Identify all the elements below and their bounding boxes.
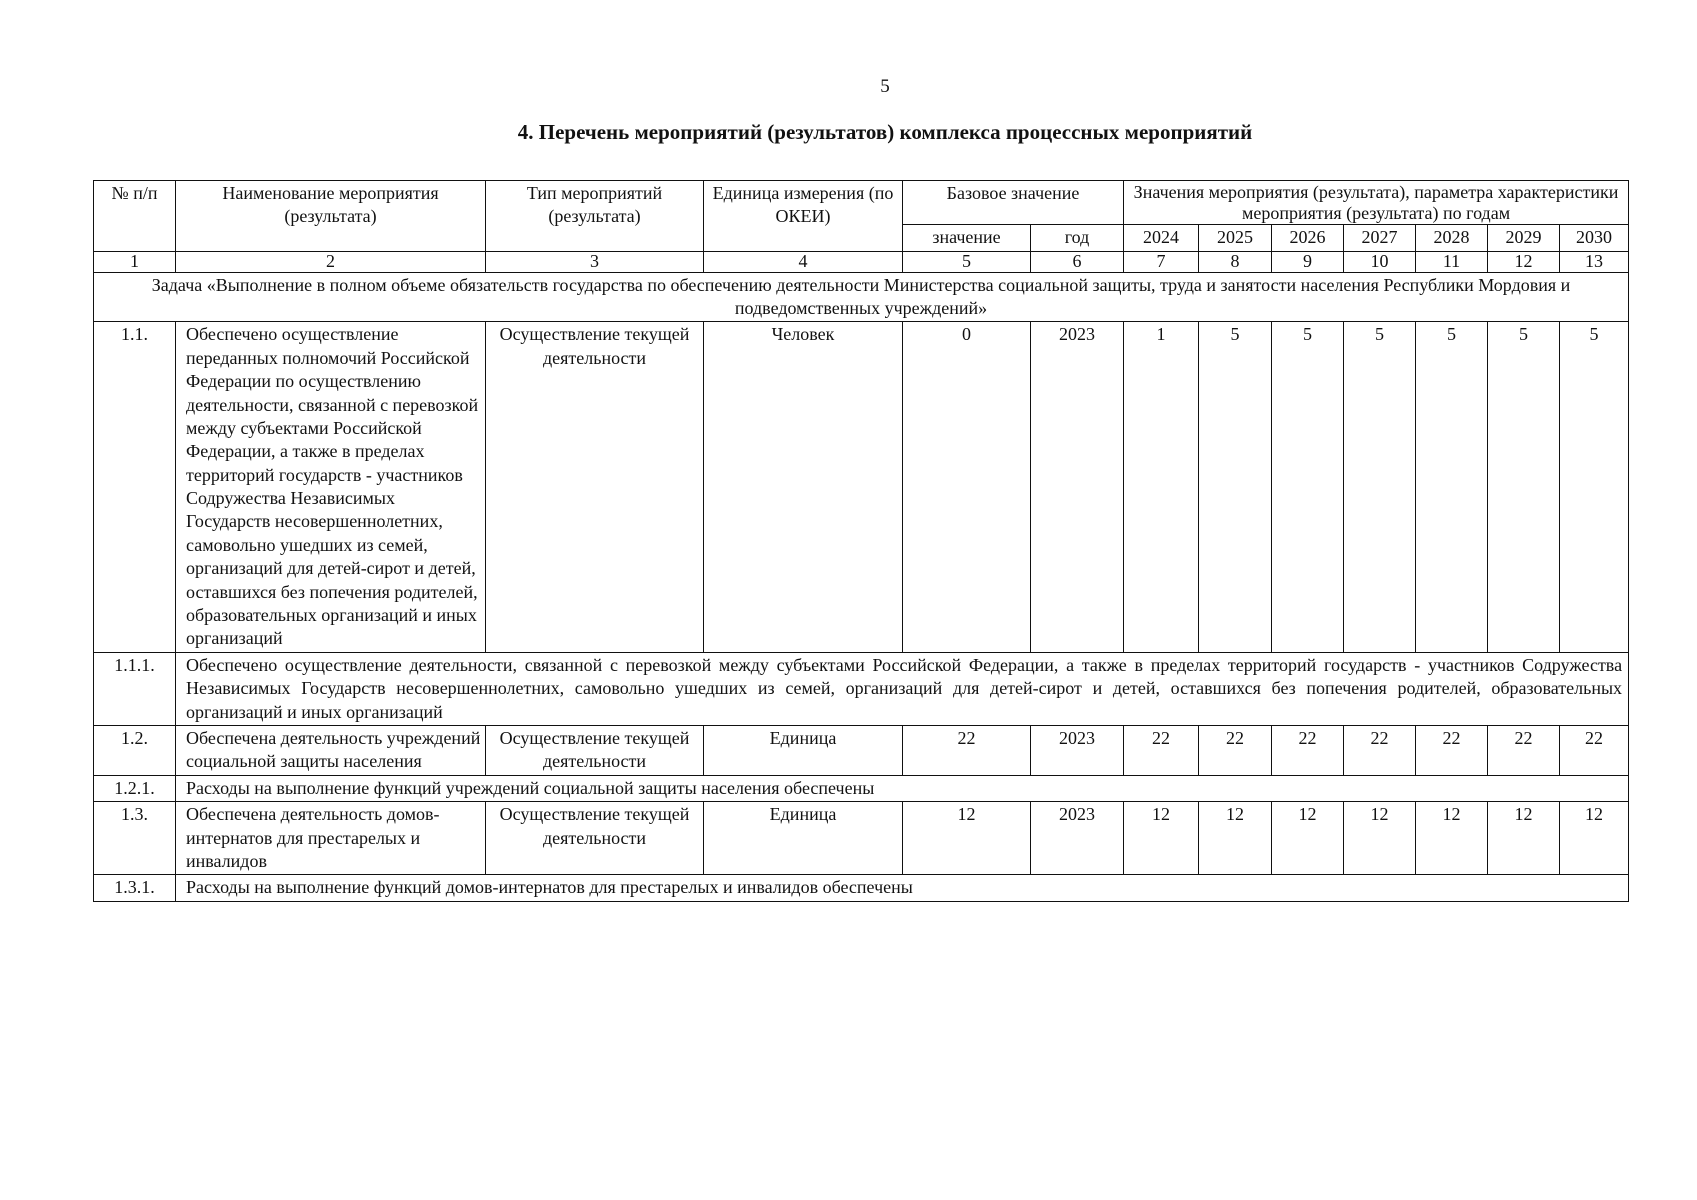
table-row (94, 322, 1629, 652)
row-text: Расходы на выполнение функций учреждений социальной защиты населения обеспечены (176, 775, 1629, 801)
table-row (94, 725, 1629, 775)
row-value: 12 (1560, 802, 1629, 875)
row-num: 1.2.1. (94, 775, 176, 801)
table-row-subresult (94, 652, 1629, 725)
header-unit: Единица измерения (по ОКЕИ) (704, 181, 903, 252)
row-value: 1 (1124, 322, 1199, 652)
header-year: 2027 (1344, 225, 1416, 251)
row-unit: Единица (704, 802, 903, 875)
row-num: 1.1.1. (94, 652, 176, 725)
row-value: 12 (1488, 802, 1560, 875)
row-value: 12 (1272, 802, 1344, 875)
table-row (94, 802, 1629, 875)
row-value: 22 (1124, 725, 1199, 775)
row-value: 5 (1344, 322, 1416, 652)
row-num: 1.1. (94, 322, 176, 652)
row-value: 22 (1272, 725, 1344, 775)
row-value: 12 (1199, 802, 1272, 875)
header-base-value: значение (903, 225, 1031, 251)
column-number: 9 (1272, 251, 1344, 272)
header-year: 2026 (1272, 225, 1344, 251)
row-value: 12 (1124, 802, 1199, 875)
row-value: 22 (1560, 725, 1629, 775)
row-value: 5 (1560, 322, 1629, 652)
row-value: 5 (1416, 322, 1488, 652)
row-name: Обеспечена деятельность учреждений социальной защиты населения (176, 725, 486, 775)
row-base-year: 2023 (1031, 725, 1124, 775)
column-number: 7 (1124, 251, 1199, 272)
page-number: 5 (880, 76, 890, 97)
row-value: 5 (1272, 322, 1344, 652)
header-year: 2024 (1124, 225, 1199, 251)
row-num: 1.3. (94, 802, 176, 875)
row-type: Осуществление текущей деятельности (486, 802, 704, 875)
row-text: Обеспечено осуществление деятельности, связанной с перевозкой между субъектами Российской Федерации, а также в пределах территорий государств - участников Содружества Независимых Государств несовершеннолетних, самовольно ушедших из семей, организаций для детей-сирот и детей, оставшихся без попечения родителей, образовательных организаций и иных организаций (176, 652, 1629, 725)
header-num: № п/п (94, 181, 176, 252)
column-number: 6 (1031, 251, 1124, 272)
row-base-year: 2023 (1031, 322, 1124, 652)
row-unit: Единица (704, 725, 903, 775)
column-number: 2 (176, 251, 486, 272)
row-num: 1.2. (94, 725, 176, 775)
row-base-value: 12 (903, 802, 1031, 875)
column-number: 4 (704, 251, 903, 272)
row-base-year: 2023 (1031, 802, 1124, 875)
header-type: Тип мероприятий (результата) (486, 181, 704, 252)
header-base: Базовое значение (903, 181, 1124, 225)
row-text: Расходы на выполнение функций домов-интернатов для престарелых и инвалидов обеспечены (176, 875, 1629, 901)
header-year: 2028 (1416, 225, 1488, 251)
row-value: 22 (1416, 725, 1488, 775)
header-base-year: год (1031, 225, 1124, 251)
row-value: 22 (1488, 725, 1560, 775)
row-value: 12 (1416, 802, 1488, 875)
table-row-subresult (94, 875, 1629, 901)
column-number-row (94, 251, 1629, 272)
column-number: 11 (1416, 251, 1488, 272)
column-number: 12 (1488, 251, 1560, 272)
activities-table (93, 180, 1629, 902)
row-base-value: 22 (903, 725, 1031, 775)
task-row (94, 272, 1629, 322)
header-year: 2030 (1560, 225, 1629, 251)
table-row-subresult (94, 775, 1629, 801)
row-type: Осуществление текущей деятельности (486, 725, 704, 775)
header-year: 2029 (1488, 225, 1560, 251)
row-value: 5 (1488, 322, 1560, 652)
row-base-value: 0 (903, 322, 1031, 652)
row-value: 22 (1344, 725, 1416, 775)
header-year: 2025 (1199, 225, 1272, 251)
page-title: 4. Перечень мероприятий (результатов) комплекса процессных мероприятий (517, 120, 1253, 144)
column-number: 5 (903, 251, 1031, 272)
row-value: 22 (1199, 725, 1272, 775)
column-number: 10 (1344, 251, 1416, 272)
header-name: Наименование мероприятия (результата) (176, 181, 486, 252)
row-value: 5 (1199, 322, 1272, 652)
row-num: 1.3.1. (94, 875, 176, 901)
task-text: Задача «Выполнение в полном объеме обязательств государства по обеспечению деятельности Министерства социальной защиты, труда и занятости населения Республики Мордовия и подведомственных учреждений» (94, 272, 1629, 322)
row-value: 12 (1344, 802, 1416, 875)
header-values: Значения мероприятия (результата), параметра характеристики мероприятия (результата) по годам (1124, 181, 1629, 225)
column-number: 8 (1199, 251, 1272, 272)
column-number: 3 (486, 251, 704, 272)
row-name: Обеспечена деятельность домов-интернатов для престарелых и инвалидов (176, 802, 486, 875)
row-type: Осуществление текущей деятельности (486, 322, 704, 652)
row-unit: Человек (704, 322, 903, 652)
row-name: Обеспечено осуществление переданных полномочий Российской Федерации по осуществлению деятельности, связанной с перевозкой между субъектами Российской Федерации, а также в пределах территорий государств - участников Содружества Независимых Государств несовершеннолетних, самовольно ушедших из семей, организаций для детей-сирот и детей, оставшихся без попечения родителей, образовательных организаций и иных организаций (176, 322, 486, 652)
column-number: 1 (94, 251, 176, 272)
column-number: 13 (1560, 251, 1629, 272)
